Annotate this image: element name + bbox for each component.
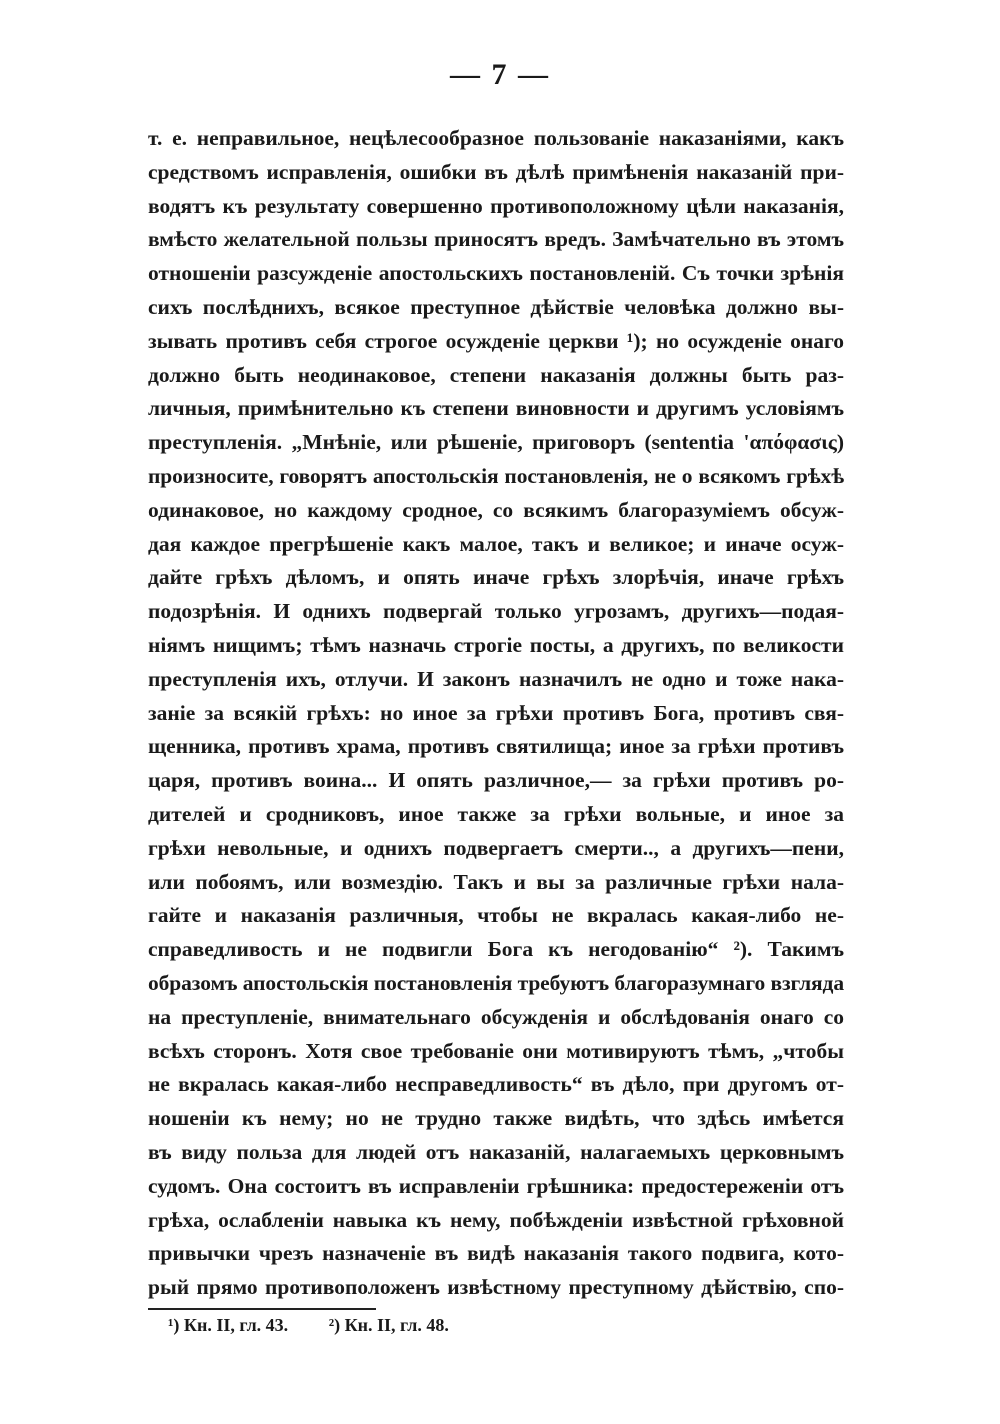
text-line: личныя, примѣнительно къ степени виновности и другимъ условіямъ <box>148 396 844 421</box>
text-line: одинаковое, но каждому сродное, со всякимъ благоразуміемъ обсуж- <box>148 497 844 522</box>
text-line: преступленія. „Мнѣніе, или рѣшеніе, приговоръ (sententia 'απόφασις) <box>148 430 844 455</box>
text-line: образомъ апостольскія постановленія требуютъ благоразумнаго взгляда <box>148 970 844 995</box>
text-line: грѣхи невольные, и однихъ подвергаетъ смерти.., а другихъ—пени, <box>148 835 844 860</box>
text-line: гайте и наказанія различныя, чтобы не вкралась какая-либо не- <box>148 903 844 928</box>
text-line: т. е. неправильное, нецѣлесообразное пользованіе наказаніями, какъ <box>148 126 844 150</box>
text-line: преступленія ихъ, отлучи. И законъ назначилъ не одно и тоже нака- <box>148 666 844 691</box>
footnote-1: ¹) Кн. II, гл. 43. <box>168 1315 289 1335</box>
text-line: рый прямо противоположенъ извѣстному преступному дѣйствію, спо- <box>148 1275 844 1300</box>
text-line: водятъ къ результату совершенно противоположному цѣли наказанія, <box>148 193 844 218</box>
text-line: произносите, говорятъ апостольскія постановленія, не о всякомъ грѣхѣ <box>148 463 844 488</box>
footnote-2: ²) Кн. II, гл. 48. <box>328 1315 449 1335</box>
footnote-divider <box>148 1308 376 1310</box>
text-line: на преступленіе, внимательнаго обсужденія и обслѣдованія онаго со <box>148 1004 844 1029</box>
text-line: отношеніи разсужденіе апостольскихъ постановленій. Съ точки зрѣнія <box>148 261 844 286</box>
footnotes <box>168 1313 485 1337</box>
text-line: дайте грѣхъ дѣломъ, и опять иначе грѣхъ злорѣчія, иначе грѣхъ <box>148 565 844 590</box>
text-line: справедливость и не подвигли Бога къ негодованію“ ²). Такимъ <box>148 937 844 962</box>
text-line: вмѣсто желательной пользы приносятъ вредъ. Замѣчательно въ этомъ <box>148 227 844 252</box>
text-line: дая каждое прегрѣшеніе какъ малое, такъ и великое; и иначе осуж- <box>148 531 844 556</box>
text-line: не вкралась какая-либо несправедливость“ въ дѣло, при другомъ от- <box>148 1072 844 1097</box>
text-line: зывать противъ себя строгое осужденіе церкви ¹); но осужденіе онаго <box>148 328 844 353</box>
text-line: средствомъ исправленія, ошибки въ дѣлѣ примѣненія наказаній при- <box>148 159 844 184</box>
body-text <box>148 122 844 1305</box>
text-line: или побоямъ, или возмездію. Такъ и вы за различные грѣхи нала- <box>148 869 844 894</box>
text-line: судомъ. Она состоитъ въ исправленіи грѣшника: предостереженіи отъ <box>148 1173 844 1198</box>
text-line: щенника, противъ храма, противъ святилища; иное за грѣхи противъ <box>148 734 844 759</box>
text-line: привычки чрезъ назначеніе въ видѣ наказанія такого подвига, кото- <box>148 1241 844 1266</box>
text-line: царя, противъ воина... И опять различное,— за грѣхи противъ ро- <box>148 768 844 793</box>
text-line: должно быть неодинаковое, степени наказанія должны быть раз- <box>148 362 844 387</box>
text-line: въ виду польза для людей отъ наказаній, налагаемыхъ церковнымъ <box>148 1139 844 1164</box>
text-line: ніямъ нищимъ; тѣмъ назначь строгіе посты, а другихъ, по великости <box>148 632 844 657</box>
page-number: — 7 — <box>450 58 550 91</box>
text-line: грѣха, ослабленіи навыка къ нему, побѣжденіи извѣстной грѣховной <box>148 1207 844 1232</box>
text-line: заніе за всякій грѣхъ: но иное за грѣхи противъ Бога, противъ свя- <box>148 700 844 725</box>
text-line: подозрѣнія. И однихъ подвергай только угрозамъ, другихъ—подая- <box>148 599 844 624</box>
text-line: дителей и сродниковъ, иное также за грѣхи вольные, и иное за <box>148 801 844 826</box>
text-line: сихъ послѣднихъ, всякое преступное дѣйствіе человѣка должно вы- <box>148 294 844 319</box>
text-line: всѣхъ сторонъ. Хотя свое требованіе они мотивируютъ тѣмъ, „чтобы <box>148 1038 844 1063</box>
text-line: ношеніи къ нему; но не трудно также видѣть, что здѣсь имѣется <box>148 1106 844 1131</box>
